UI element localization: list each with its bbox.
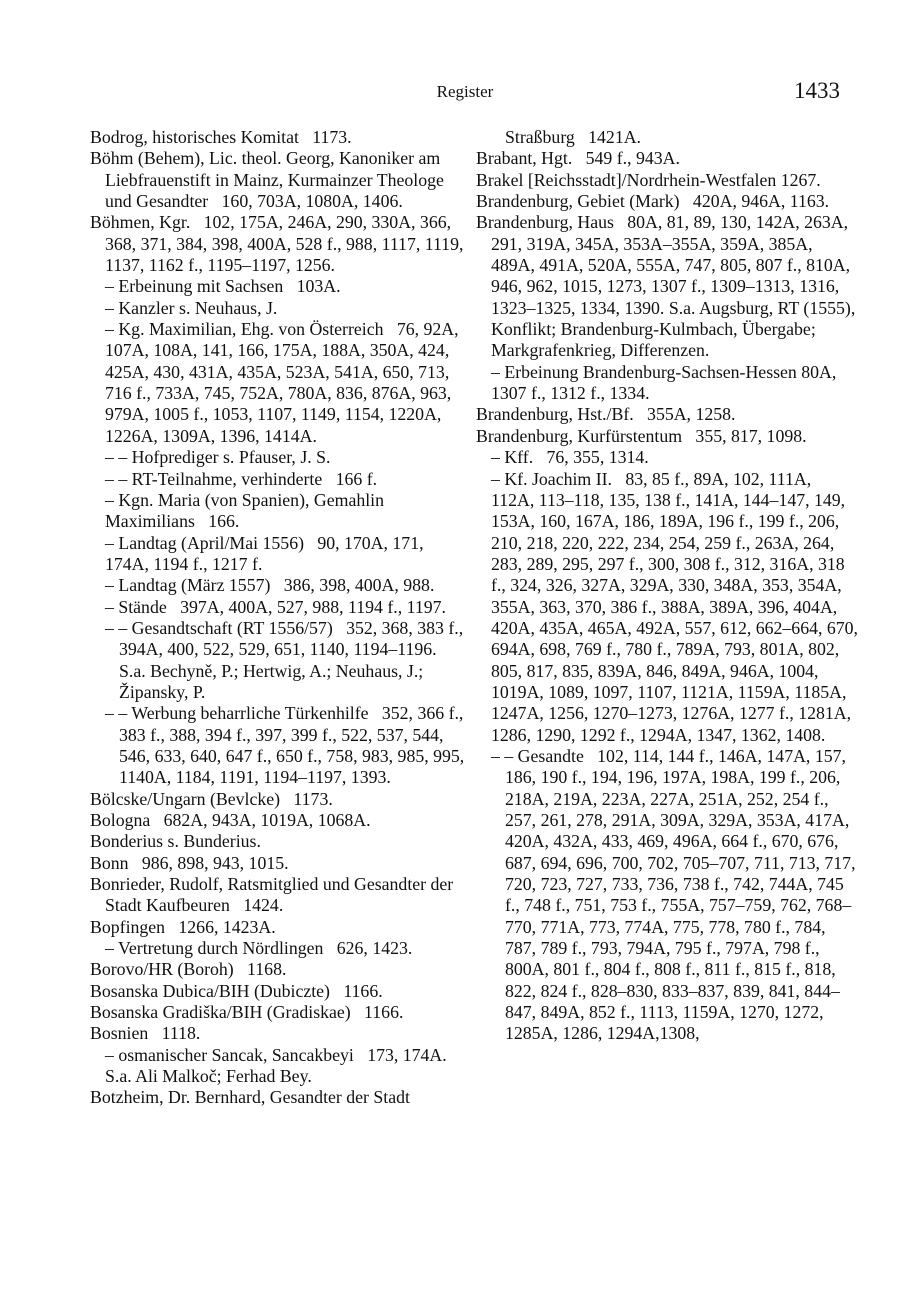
index-subentry: – – RT-Teilnahme, verhinderte 166 f.: [105, 468, 378, 489]
index-subentry: – Kgn. Maria (von Spanien), Gemahlin Maximilians 166.: [105, 489, 385, 532]
index-entry: Botzheim, Dr. Bernhard, Gesandter der Stadt: [90, 1087, 410, 1108]
index-subentry: Straßburg 1421A.: [505, 127, 641, 147]
index-subentry: – osmanischer Sancak, Sancakbeyi 173, 174A. S.a. Ali Malkoč; Ferhad Bey.: [105, 1044, 447, 1087]
index-entry: Bölcske/Ungarn (Bevlcke) 1173.: [90, 788, 333, 809]
index-entry: Bosnien 1118.: [90, 1023, 201, 1044]
index-subentry: – Erbeinung Brandenburg-Sachsen-Hessen 80A, 1307 f., 1312 f., 1334.: [491, 361, 837, 404]
index-entry: Borovo/HR (Boroh) 1168.: [90, 959, 287, 980]
index-subentry: – – Gesandte 102, 114, 144 f., 146A, 147A, 157, 186, 190 f., 194, 196, 197A, 198A, 199 f., 206, 218A, 219A, 223A, 227A, 251A, 252, 254 f., 257, 261, 278, 291A, 309A, 329A, 353A, 417A, 420A, 432A, 433, 469, 496A, 664 f., 670, 676, 687, 694, 696, 700, 702, 705–707, 711, 713, 717, 720, 723, 727, 733, 736, 738 f., 742, 744A, 745 f., 748 f., 751, 753 f., 755A, 757–759, 762, 768–770, 771A, 773, 774A, 775, 778, 780 f., 784, 787, 789 f., 793, 794A, 795 f., 797A, 798 f., 800A, 801 f., 804 f., 808 f., 811 f., 815 f., 818, 822, 824 f., 828–830, 833–837, 839, 841, 844–847, 849A, 852 f., 1113, 1159A, 1270, 1272, 1285A, 1286, 1294A,1308,: [491, 745, 856, 1044]
index-subentry: – Kff. 76, 355, 1314.: [491, 447, 649, 468]
index-entry: Brandenburg, Kurfürstentum 355, 817, 1098.: [476, 425, 807, 446]
index-entry: Bonderius s. Bunderius.: [90, 831, 261, 852]
index-subentry: – Landtag (April/Mai 1556) 90, 170A, 171, 174A, 1194 f., 1217 f.: [105, 532, 424, 574]
index-subentry: – Kanzler s. Neuhaus, J.: [105, 297, 278, 318]
index-entry: Bopfingen 1266, 1423A.: [90, 916, 276, 937]
index-subentry: – Vertretung durch Nördlingen 626, 1423.: [105, 938, 413, 959]
index-subentry: – – Gesandtschaft (RT 1556/57) 352, 368, 383 f., 394A, 400, 522, 529, 651, 1140, 1194–1196. S.a. Bechyně, P.; Hertwig, A.; Neuhaus, J.; Žipansky, P.: [105, 617, 464, 702]
index-subentry: – Stände 397A, 400A, 527, 988, 1194 f., 1197.: [105, 596, 446, 617]
index-subentry: – Kg. Maximilian, Ehg. von Österreich 76, 92A, 107A, 108A, 141, 166, 175A, 188A, 350A, 424, 425A, 430, 431A, 435A, 523A, 541A, 650, 713, 716 f., 733A, 745, 752A, 780A, 836, 876A, 963, 979A, 1005 f., 1053, 1107, 1149, 1154, 1220A, 1226A, 1309A, 1396, 1414A.: [105, 319, 459, 446]
index-entry: Bonn 986, 898, 943, 1015.: [90, 852, 289, 873]
index-entry: Böhmen, Kgr. 102, 175A, 246A, 290, 330A, 366, 368, 371, 384, 398, 400A, 528 f., 988, 1117, 1119, 1137, 1162 f., 1195–1197, 1256.: [90, 212, 464, 276]
index-subentry: – – Werbung beharrliche Türkenhilfe 352, 366 f., 383 f., 388, 394 f., 397, 399 f., 522, 537, 544, 546, 633, 640, 647 f., 650 f., 758, 983, 985, 995, 1140A, 1184, 1191, 1194–1197, 1393.: [105, 703, 465, 788]
index-column-right: [476, 127, 858, 1045]
index-column-left: [90, 127, 466, 1109]
index-entry: Bologna 682A, 943A, 1019A, 1068A.: [90, 810, 371, 830]
index-entry: Böhm (Behem), Lic. theol. Georg, Kanoniker am Liebfrauenstift in Mainz, Kurmainzer Theologe und Gesandter 160, 703A, 1080A, 1406.: [90, 148, 444, 212]
index-entry: Brabant, Hgt. 549 f., 943A.: [476, 148, 680, 169]
page-number: 1433: [794, 78, 840, 103]
index-entry: Bonrieder, Rudolf, Ratsmitglied und Gesandter der Stadt Kaufbeuren 1424.: [90, 874, 454, 916]
index-subentry: – Kf. Joachim II. 83, 85 f., 89A, 102, 111A, 112A, 113–118, 135, 138 f., 141A, 144–147, 149, 153A, 160, 167A, 186, 189A, 196 f., 199 f., 206, 210, 218, 220, 222, 234, 254, 259 f., 263A, 264, 283, 289, 295, 297 f., 300, 308 f., 312, 316A, 318 f., 324, 326, 327A, 329A, 330, 348A, 353, 354A, 355A, 363, 370, 386 f., 388A, 389A, 396, 404A, 420A, 435A, 465A, 492A, 557, 612, 662–664, 670, 694A, 698, 769 f., 780 f., 789A, 793, 801A, 802, 805, 817, 835, 839A, 846, 849A, 946A, 1004, 1019A, 1089, 1097, 1107, 1121A, 1159A, 1185A, 1247A, 1256, 1270–1273, 1276A, 1277 f., 1281A, 1286, 1290, 1292 f., 1294A, 1347, 1362, 1408.: [491, 468, 858, 745]
index-entry: Brandenburg, Hst./Bf. 355A, 1258.: [476, 404, 736, 425]
index-entry: Brandenburg, Haus 80A, 81, 89, 130, 142A, 263A, 291, 319A, 345A, 353A–355A, 359A, 385A, 489A, 491A, 520A, 555A, 747, 805, 807 f., 810A, 946, 962, 1015, 1273, 1307 f., 1309–1313, 1316, 1323–1325, 1334, 1390. S.a. Augsburg, RT (1555), Konflikt; Brandenburg-Kulmbach, Übergabe; Markgrafenkrieg, Differenzen.: [476, 212, 856, 361]
index-entry: Brandenburg, Gebiet (Mark) 420A, 946A, 1163.: [476, 191, 830, 212]
index-entry: Bosanska Dubica/BIH (Dubiczte) 1166.: [90, 980, 383, 1001]
index-entry: Bodrog, historisches Komitat 1173.: [90, 127, 352, 147]
index-entry: Bosanska Gradiška/BIH (Gradiskae) 1166.: [90, 1002, 404, 1023]
running-title: Register: [436, 82, 494, 101]
page-header: [90, 78, 840, 108]
index-subentry: – Landtag (März 1557) 386, 398, 400A, 988.: [105, 575, 435, 596]
index-subentry: – – Hofprediger s. Pfauser, J. S.: [105, 447, 331, 468]
index-subentry: – Erbeinung mit Sachsen 103A.: [105, 276, 341, 297]
index-entry: Brakel [Reichsstadt]/Nordrhein-Westfalen 1267.: [476, 169, 821, 190]
